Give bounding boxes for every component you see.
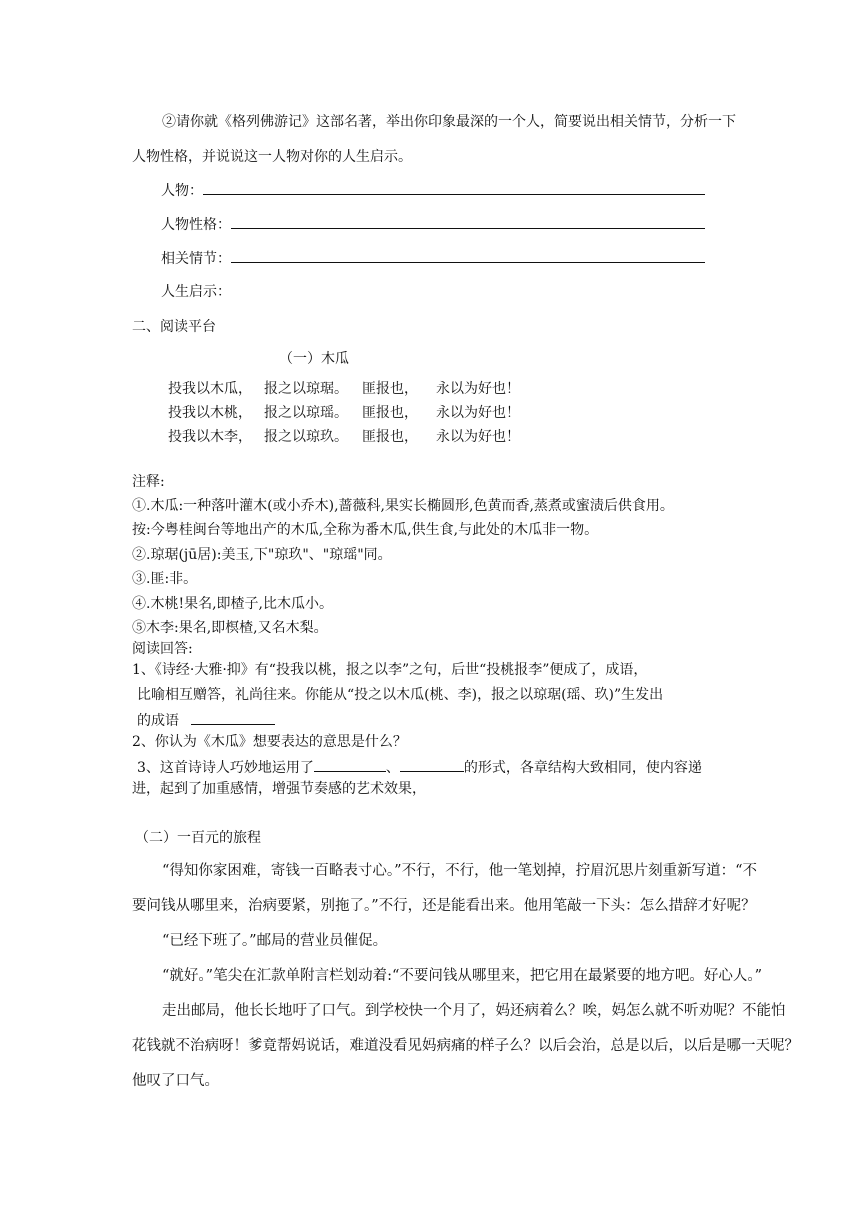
poem-line-3 <box>168 428 520 446</box>
poem-line-1-part-3: 匪报也， <box>362 381 418 397</box>
question-1-line-1: 1、《诗经·大雅·抑》有“投我以桃，报之以李”之句，后世“投桃报李”便成了，成语， <box>132 662 648 678</box>
field-inspiration <box>161 283 231 301</box>
notes-heading: 注释: <box>132 474 165 490</box>
poem-line-3-part-2: 报之以琼玖。 <box>264 429 348 445</box>
field-plot-label: 相关情节： <box>161 251 231 267</box>
question-2-line-1: ②请你就《格列佛游记》这部名著，举出你印象最深的一个人，简要说出相关情节，分析一下 <box>162 114 736 130</box>
field-personality <box>161 214 705 234</box>
story-paragraph-4-line-2: 花钱就不治病呀！爹竟帮妈说话，难道没看见妈病痛的样子么？以后会治，总是以后，以后是哪一天呢？ <box>132 1038 799 1054</box>
poem-line-2-part-3: 匪报也， <box>362 405 418 421</box>
field-personality-label: 人物性格： <box>161 217 231 233</box>
field-character <box>161 180 705 200</box>
note-item: ⑤木李:果名,即榠楂,又名木梨。 <box>132 620 328 636</box>
field-plot-blank[interactable] <box>231 248 705 263</box>
field-character-blank[interactable] <box>203 180 705 195</box>
section-2-title: 二、阅读平台 <box>132 319 216 335</box>
question-3-blank-2[interactable] <box>400 757 464 772</box>
poem-line-1-part-2: 报之以琼琚。 <box>264 381 348 397</box>
question-3-line-2: 进，起到了加重感情，增强节奏感的艺术效果， <box>132 781 426 797</box>
question-2-reading: 2、你认为《木瓜》想要表达的意思是什么？ <box>132 734 407 750</box>
field-inspiration-label: 人生启示： <box>161 284 231 300</box>
field-character-label: 人物： <box>161 183 203 199</box>
poem-line-2-part-4: 永以为好也！ <box>436 405 520 421</box>
note-item: ④.木桃!果名,即楂子,比木瓜小。 <box>132 596 333 612</box>
poem-line-3-part-4: 永以为好也！ <box>436 429 520 445</box>
poem-line-2-part-2: 报之以琼瑶。 <box>264 405 348 421</box>
poem-line-1-part-4: 永以为好也！ <box>436 381 520 397</box>
note-item: 按:今粤桂闽台等地出产的木瓜,全称为番木瓜,供生食,与此处的木瓜非一物。 <box>132 522 599 538</box>
note-item: ③.匪:非。 <box>132 571 198 587</box>
question-3-text-a: 3、这首诗诗人巧妙地运用了 <box>137 760 314 776</box>
story-paragraph-1-line-2: 要问钱从哪里来，治病要紧，别拖了。”不行，还是能看出来。他用笔敲一下头：怎么措辞才好呢？ <box>132 898 756 914</box>
question-1-line-3 <box>137 710 275 730</box>
note-item: ①.木瓜:一种落叶灌木(或小乔木),蔷薇科,果实长椭圆形,色黄而香,蒸煮或蜜渍后供食用。 <box>132 498 674 514</box>
poem-line-1 <box>168 380 520 398</box>
poem-line-3-part-3: 匪报也， <box>362 429 418 445</box>
story-paragraph-1-line-1: “得知你家困难，寄钱一百略表寸心。”不行，不行，他一笔划掉，拧眉沉思片刻重新写道：“不 <box>162 863 757 879</box>
question-3-blank-1[interactable] <box>314 757 386 772</box>
questions-heading: 阅读回答: <box>132 641 193 657</box>
poem-line-3-part-1: 投我以木李， <box>168 429 252 445</box>
poem-line-2 <box>168 404 520 422</box>
question-3-text-b: 的形式，各章结构大致相同，使内容递 <box>463 760 702 776</box>
story-paragraph-4-line-1: 走出邮局，他长长地吁了口气。到学校快一个月了，妈还病着么？唉，妈怎么就不听劝呢？不能怕 <box>162 1003 786 1019</box>
field-plot <box>161 248 705 268</box>
story-paragraph-4-line-3: 他叹了口气。 <box>132 1073 219 1089</box>
poem-line-1-part-1: 投我以木瓜， <box>168 381 252 397</box>
note-item: ②.琼琚(jū居):美玉,下"琼玖"、"琼瑶"同。 <box>132 547 392 563</box>
field-personality-blank[interactable] <box>231 214 705 229</box>
story-title: （二）一百元的旅程 <box>135 830 261 846</box>
story-paragraph-3: “就好。”笔尖在汇款单附言栏划动着:“不要问钱从哪里来，把它用在最紧要的地方吧。好心人。” <box>162 968 763 984</box>
story-paragraph-2: “已经下班了。”邮局的营业员催促。 <box>162 933 388 949</box>
question-1-line-2: 比喻相互赠答，礼尚往来。你能从“投之以木瓜(桃、李)，报之以琼琚(瑶、玖)”生发出 <box>137 687 664 703</box>
question-1-answer-blank[interactable] <box>191 710 275 725</box>
question-2-line-2: 人物性格，并说说这一人物对你的人生启示。 <box>132 149 412 165</box>
poem-line-2-part-1: 投我以木桃， <box>168 405 252 421</box>
poem-title: （一）木瓜 <box>279 351 349 367</box>
question-3-separator: 、 <box>385 760 400 776</box>
question-3-line-1 <box>137 757 702 777</box>
question-1-line-3-text: 的成语 <box>137 713 179 729</box>
